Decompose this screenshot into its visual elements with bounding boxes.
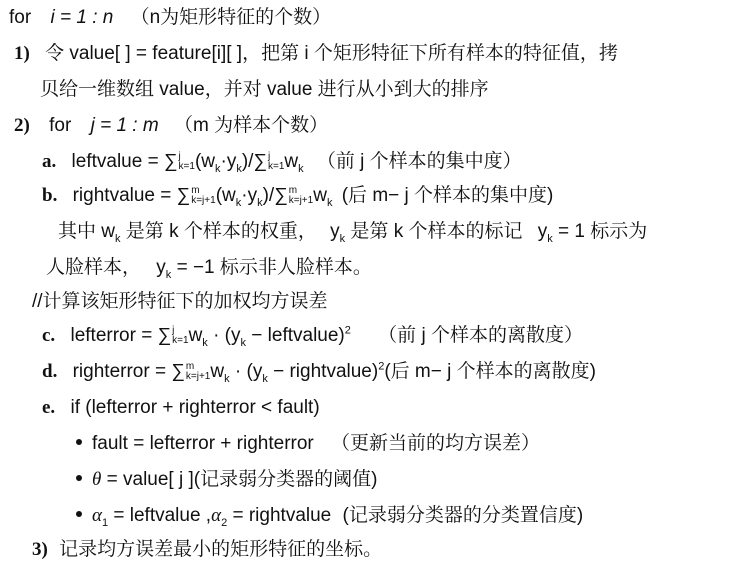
term: − rightvalue) [267,361,379,382]
term: w [210,361,225,382]
sum-symbol-1 [164,150,195,174]
formula-lhs: leftvalue [71,151,143,172]
item-label: b. [42,185,58,206]
text-part: 其中 w [58,221,116,242]
loop-range: j = 1 : m [90,115,159,136]
subscript: k [257,196,263,209]
bullet-text: = rightvalue [227,505,332,526]
for-keyword: for [9,7,32,28]
text-part: y [537,221,548,242]
term: − leftvalue) [246,325,345,346]
equals-sign: = [141,325,153,346]
item-label: c. [42,325,56,346]
weight-explanation [58,220,647,244]
text-part: y [330,221,340,242]
formula-note: (后 m− j 个样本的集中度) [341,185,554,206]
sigma: ∑ [163,151,178,172]
term: y [247,185,258,206]
superscript: 2 [344,324,351,337]
bullet-theta [76,468,377,492]
sum-upper: j [178,151,181,162]
theta-symbol: θ [92,469,102,490]
sum-upper: j [172,325,175,336]
subscript: k [339,232,346,245]
slash: / [248,151,254,172]
formula-lhs: righterror [72,361,150,382]
sigma: ∑ [171,361,185,382]
subscript: k [165,268,172,281]
formula-d [42,360,596,384]
step-3 [32,538,382,562]
step-number: 2) [14,115,30,136]
paren: ) [241,151,249,172]
bullet-icon [76,511,82,517]
alpha-symbol: α [92,505,102,526]
step-number: 3) [32,539,48,560]
step-text: 令 value[ ] = feature[i][ ]，把第 i 个矩形特征下所有样本的特征值，拷 [45,43,618,64]
sum-symbol-1 [177,184,216,208]
sigma: ∑ [157,325,172,346]
sum-lower: k=1 [267,161,285,172]
item-label: e. [42,397,56,418]
comment-text: //计算该矩形特征下的加权均方误差 [32,291,328,312]
sum-symbol [171,360,210,384]
step-text: 记录均方误差最小的矩形特征的坐标。 [59,539,383,560]
formula-note: (后 m− j 个样本的离散度) [384,361,596,382]
dot: · [241,185,248,206]
sum-lower: k=j+1 [191,195,216,206]
step-text-cont: 贝给一维数组 value，并对 value 进行从小到大的排序 [40,79,489,100]
subscript: k [115,232,121,245]
line-for-j [14,114,328,138]
sum-upper: m [288,185,298,196]
text-part: 是第 k 个样本的标记 [345,221,523,242]
sigma: ∑ [274,185,288,206]
step-1-line-1 [14,42,618,66]
bullet-fault [76,432,540,456]
subscript: k [326,196,333,209]
text-part: = 1 标示为 [552,221,648,242]
formula-c [42,324,583,348]
equals-sign: = [154,361,167,382]
bullet-note: （更新当前的均方误差） [331,433,541,454]
item-label: d. [42,361,58,382]
dot: · [220,151,227,172]
term: w [313,185,327,206]
formula-note: （前 j 个样本的集中度） [316,151,522,172]
bullet-icon [76,439,82,445]
sum-lower: k=1 [178,161,195,172]
term: (w [194,151,215,172]
sum-upper: m [185,361,195,372]
comment-line [32,290,328,314]
subscript: k [235,196,242,209]
subscript: k [262,372,268,385]
loop-range: i = 1 : n [50,7,114,28]
alpha-symbol: α [211,505,222,526]
term: y [226,151,237,172]
paren: ) [262,185,269,206]
subscript: k [224,372,230,385]
condition-e [42,396,320,420]
subscript: k [240,336,247,349]
text-part: 是第 k 个样本的权重， [120,221,317,242]
bullet-icon [76,475,82,481]
sum-lower: k=1 [172,335,189,346]
step-1-line-2 [40,78,489,102]
subscript: k [215,162,221,175]
subscript: k [202,336,208,349]
text-part: y [156,257,166,278]
subscript: k [547,232,553,245]
formula-lhs: rightvalue [72,185,155,206]
for-keyword: for [49,115,72,136]
text-part: 人脸样本， [46,257,142,278]
subscript: k [236,162,242,175]
bullet-alpha [76,504,583,528]
label-explanation [46,256,372,280]
sigma: ∑ [253,151,267,172]
bullet-text: = leftvalue , [108,505,212,526]
term: · (y [229,361,263,382]
sum-symbol-2 [253,150,284,174]
loop-note: （n为矩形特征的个数） [130,7,332,28]
condition-text: if (lefterror + righterror < fault) [70,397,320,418]
line-for-i [9,6,331,30]
formula-a [42,150,522,174]
sum-upper: m [191,185,200,196]
bullet-text: fault = lefterror + righterror [92,433,314,454]
term: w [284,151,299,172]
superscript: 2 [378,360,385,373]
subscript: 2 [221,516,228,529]
text-part: = −1 标示非人脸样本。 [171,257,372,278]
formula-b [42,184,553,208]
bullet-note: (记录弱分类器的阈值) [193,469,378,490]
formula-note: （前 j 个样本的离散度） [378,325,583,346]
sum-lower: k=j+1 [288,195,314,206]
step-number: 1) [14,43,30,64]
term: w [188,325,203,346]
sum-symbol [158,324,189,348]
bullet-text: = value[ j ] [101,469,194,490]
item-label: a. [42,151,57,172]
sum-symbol-2 [274,184,313,208]
sum-lower: k=j+1 [185,371,211,382]
sigma: ∑ [176,185,191,206]
equals-sign: = [147,151,159,172]
subscript: 1 [101,516,109,529]
equals-sign: = [160,185,172,206]
loop-note: （m 为样本个数） [173,115,329,136]
subscript: k [298,162,304,175]
term: (w [215,185,236,206]
slash: / [268,185,275,206]
sum-upper: j [267,151,271,162]
formula-lhs: lefterror [70,325,136,346]
bullet-note: (记录弱分类器的分类置信度) [342,505,584,526]
term: · (y [207,325,241,346]
